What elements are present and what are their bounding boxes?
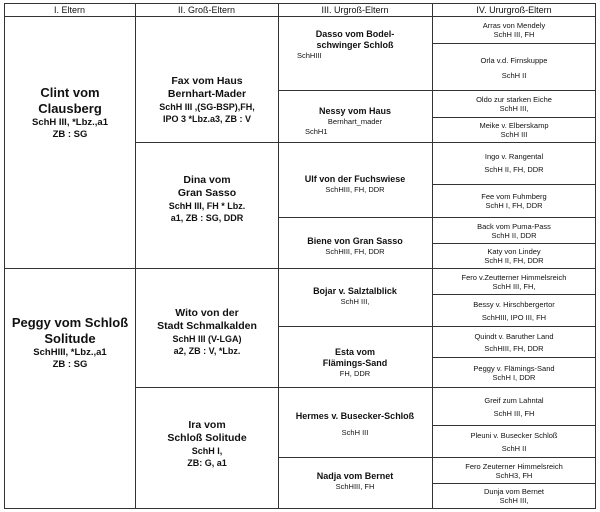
great-great-grandparent-8 bbox=[433, 244, 595, 268]
gg-name: Ingo v. Rangental bbox=[484, 152, 544, 161]
great-grandparent-name-line1: Ulf von der Fuchswiese bbox=[304, 173, 406, 184]
gg-titles: SchH I, DDR bbox=[492, 372, 536, 382]
table-border-right bbox=[595, 3, 596, 509]
great-great-grandparent-11 bbox=[433, 327, 595, 357]
grandparent-titles: SchH III, FH * Lbz. bbox=[168, 201, 246, 211]
parents-divider bbox=[4, 268, 135, 269]
great-great-grandparent-1 bbox=[433, 17, 595, 43]
parent-breeding-rating: ZB : SG bbox=[52, 359, 88, 370]
gg-titles: SchH II, DDR bbox=[491, 230, 537, 240]
table-border-left bbox=[4, 3, 5, 509]
grandparent-3 bbox=[136, 290, 278, 374]
great-grandparent-8 bbox=[279, 463, 431, 499]
grandparents-divider-1 bbox=[135, 142, 278, 143]
table-border-bottom bbox=[4, 508, 596, 509]
grandparents-divider-2 bbox=[135, 268, 278, 269]
great-grandparents-divider-3 bbox=[278, 217, 432, 218]
great-great-grandparent-3 bbox=[433, 91, 595, 117]
great-grandparent-name-line1: Nessy vom Haus bbox=[318, 105, 392, 116]
gg-titles: SchH II bbox=[501, 443, 527, 453]
grandparent-name-line2: Schloß Solitude bbox=[167, 432, 247, 444]
great-grandparent-name-line2: Flämings-Sand bbox=[322, 358, 388, 368]
great-great-grandparent-16 bbox=[433, 484, 595, 508]
great-great-grandparent-2 bbox=[433, 51, 595, 85]
gg-divider-1 bbox=[432, 43, 596, 44]
great-grandparent-name-line1: Esta vom bbox=[334, 347, 376, 357]
grandparent-rating: IPO 3 *Lbz.a3, ZB : V bbox=[162, 114, 252, 124]
gg-titles: SchHIII, FH, DDR bbox=[484, 343, 544, 353]
gg-titles: SchH III, FH bbox=[493, 408, 535, 418]
gg-titles: SchH III, FH, bbox=[492, 281, 536, 291]
gg-titles: SchH III, FH bbox=[493, 30, 535, 39]
great-grandparent-7 bbox=[279, 404, 431, 444]
great-grandparent-name-line1: Hermes v. Busecker-Schloß bbox=[295, 410, 415, 421]
great-grandparent-titles: SchH III, bbox=[340, 296, 370, 306]
header-great-great-grandparents: IV. Ururgroß-Eltern bbox=[476, 5, 552, 15]
grandparent-titles: SchH III (V-LGA) bbox=[172, 334, 242, 344]
header-great-grandparents: III. Urgroß-Eltern bbox=[321, 5, 389, 15]
gg-name: Quindt v. Baruther Land bbox=[474, 331, 554, 341]
great-great-grandparent-13 bbox=[433, 388, 595, 425]
parent-sire bbox=[6, 58, 134, 168]
great-grandparents-divider-2 bbox=[278, 142, 432, 143]
grandparent-rating: a1, ZB : SG, DDR bbox=[170, 213, 244, 223]
gg-titles: SchH II, FH, DDR bbox=[484, 165, 544, 174]
parent-dam bbox=[6, 298, 134, 388]
great-grandparent-name-line1: Biene von Gran Sasso bbox=[307, 235, 403, 246]
gg-name: Bessy v. Hirschbergertor bbox=[473, 299, 555, 309]
gg-name: Oldo zur starken Eiche bbox=[476, 95, 552, 104]
great-grandparent-3 bbox=[279, 168, 431, 200]
great-great-grandparent-10 bbox=[433, 295, 595, 326]
great-grandparent-name-line2: schwinger Schloß bbox=[316, 40, 394, 50]
gg-name: Fero v.Zeutterner Himmelsreich bbox=[461, 272, 567, 282]
great-grandparent-name-line1: Dasso vom Bodel- bbox=[315, 29, 395, 39]
gg-titles: SchH III bbox=[500, 130, 528, 139]
grandparent-rating: ZB: G, a1 bbox=[187, 458, 227, 468]
great-grandparent-6 bbox=[279, 342, 431, 384]
gg-titles: SchH III, bbox=[499, 496, 529, 505]
great-great-grandparent-9 bbox=[433, 269, 595, 294]
great-grandparents-divider-6 bbox=[278, 387, 432, 388]
great-grandparent-name-line1: Nadja vom Bernet bbox=[316, 470, 394, 481]
gg-name: Pleuni v. Busecker Schloß bbox=[470, 430, 558, 440]
great-grandparent-name-line1: Bojar v. Salztalblick bbox=[313, 285, 397, 296]
great-grandparents-divider-7 bbox=[278, 457, 432, 458]
gg-name: Greif zum Lahntal bbox=[484, 395, 544, 405]
great-grandparent-titles: FH, DDR bbox=[339, 369, 371, 378]
grandparent-name-line1: Ira vom bbox=[188, 419, 226, 431]
gg-name: Fee vom Fuhmberg bbox=[481, 192, 547, 201]
great-great-grandparent-5 bbox=[433, 143, 595, 183]
grandparent-rating: a2, ZB : V, *Lbz. bbox=[173, 346, 241, 356]
parent-titles: SchH III, *Lbz.,a1 bbox=[31, 117, 109, 128]
great-grandparent-1 bbox=[279, 20, 431, 70]
parent-name: Peggy vom Schloß Solitude bbox=[11, 315, 129, 346]
grandparent-name-line2: Gran Sasso bbox=[177, 187, 237, 199]
great-great-grandparent-6 bbox=[433, 185, 595, 217]
great-great-grandparent-4 bbox=[433, 118, 595, 142]
great-great-grandparent-7 bbox=[433, 218, 595, 243]
great-grandparent-titles: SchHIII, FH, DDR bbox=[325, 184, 385, 194]
great-grandparent-5 bbox=[279, 280, 431, 312]
gg-name: Dunja vom Bernet bbox=[483, 487, 545, 496]
gg-titles: SchH III, bbox=[499, 104, 529, 113]
gg-titles: SchH II bbox=[501, 71, 527, 80]
grandparent-name-line2: Stadt Schmalkalden bbox=[157, 320, 257, 332]
great-grandparent-4 bbox=[279, 230, 431, 262]
grandparent-titles: SchH I, bbox=[191, 446, 223, 456]
great-grandparent-titles: SchH III bbox=[341, 427, 369, 437]
grandparent-name-line1: Fax vom Haus bbox=[171, 75, 243, 87]
grandparent-1 bbox=[136, 60, 278, 140]
great-grandparents-divider-1 bbox=[278, 90, 432, 91]
great-great-grandparent-14 bbox=[433, 426, 595, 457]
header-parents: I. Eltern bbox=[53, 5, 85, 15]
great-grandparents-divider-5 bbox=[278, 326, 432, 327]
gg-name: Back vom Puma-Pass bbox=[477, 221, 551, 231]
great-great-grandparent-15 bbox=[433, 458, 595, 483]
grandparent-2 bbox=[136, 162, 278, 236]
gg-name: Katy von Lindey bbox=[487, 247, 541, 256]
gg-titles: SchH3, FH bbox=[495, 470, 533, 480]
gg-name: Orla v.d. Firnskuppe bbox=[480, 56, 548, 65]
grandparent-name-line1: Dina vom bbox=[183, 174, 231, 186]
great-grandparent-titles: SchHIII, FH bbox=[335, 481, 375, 491]
gg-titles: SchH I, FH, DDR bbox=[485, 201, 543, 210]
grandparents-divider-3 bbox=[135, 387, 278, 388]
parent-titles: SchHIII, *Lbz.,a1 bbox=[33, 347, 107, 358]
header-grandparents: II. Groß-Eltern bbox=[177, 5, 235, 15]
great-great-grandparent-12 bbox=[433, 358, 595, 387]
grandparent-name-line1: Wito von der bbox=[175, 307, 239, 319]
grandparent-name-line2: Bernhart-Mader bbox=[167, 88, 247, 100]
gg-name: Fero Zeuterner Himmelsreich bbox=[465, 461, 563, 471]
great-grandparent-2 bbox=[279, 100, 431, 142]
grandparent-4 bbox=[136, 404, 278, 484]
parent-breeding-rating: ZB : SG bbox=[52, 129, 88, 140]
parent-name: Clint vom Clausberg bbox=[38, 85, 102, 116]
great-grandparent-titles: SchHIII bbox=[297, 51, 322, 60]
great-grandparents-divider-4 bbox=[278, 268, 432, 269]
great-grandparent-kennel: Bernhart_mader bbox=[327, 116, 383, 126]
gg-name: Peggy v. Flämings-Sand bbox=[473, 363, 555, 373]
great-grandparent-titles: SchH1 bbox=[305, 126, 328, 136]
gg-name: Arras von Mendely bbox=[482, 21, 546, 30]
grandparent-titles: SchH III ,(SG-BSP),FH, bbox=[159, 102, 255, 112]
gg-titles: SchH II, FH, DDR bbox=[484, 256, 544, 265]
great-grandparent-titles: SchHIII, FH, DDR bbox=[325, 246, 385, 256]
gg-titles: SchHIII, IPO III, FH bbox=[481, 312, 547, 322]
gg-name: Meike v. Elberskamp bbox=[479, 121, 549, 130]
